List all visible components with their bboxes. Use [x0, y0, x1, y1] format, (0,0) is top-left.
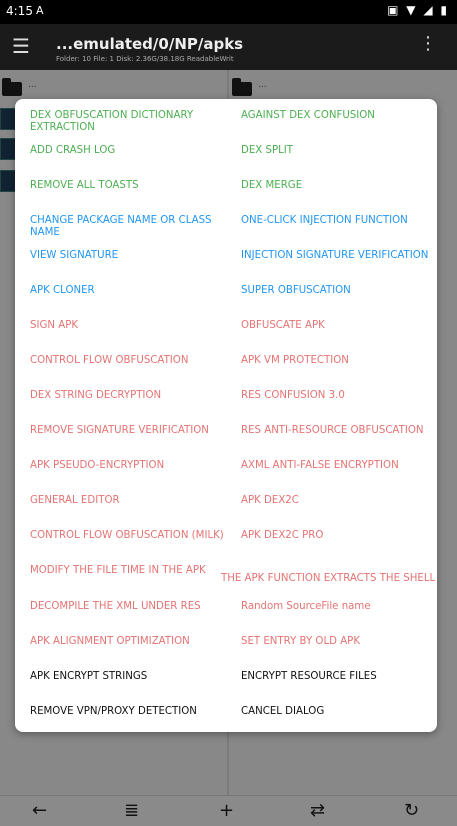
status-time: 4:15 [6, 4, 33, 18]
menu-option-left-12[interactable]: CONTROL FLOW OBFUSCATION (MILK) [30, 530, 224, 541]
menu-option-left-9[interactable]: REMOVE SIGNATURE VERIFICATION [30, 425, 209, 436]
apk-thumbnail[interactable] [0, 108, 16, 130]
menu-option-right-17[interactable]: CANCEL DIALOG [241, 706, 325, 717]
app-toolbar [0, 24, 457, 70]
path-info-subtitle: Folder: 10 File: 1 Disk: 2.36G/38.18G ReadableWrit [56, 55, 234, 63]
menu-option-left-14[interactable]: DECOMPILE THE XML UNDER RES [30, 601, 201, 612]
menu-option-right-15[interactable]: SET ENTRY BY OLD APK [241, 636, 360, 647]
folder-icon [232, 82, 252, 96]
apk-thumbnail[interactable] [0, 170, 16, 192]
menu-option-left-5[interactable]: APK CLONER [30, 285, 95, 296]
refresh-icon[interactable]: ↻ [404, 800, 420, 821]
menu-option-left-7[interactable]: CONTROL FLOW OBFUSCATION [30, 355, 189, 366]
apk-thumbnail[interactable] [0, 138, 16, 160]
menu-option-left-15[interactable]: APK ALIGNMENT OPTIMIZATION [30, 636, 190, 647]
menu-option-right-8[interactable]: RES CONFUSION 3.0 [241, 390, 345, 401]
menu-option-left-17[interactable]: REMOVE VPN/PROXY DETECTION [30, 706, 197, 717]
parent-folder-label[interactable]: ... [28, 80, 37, 90]
bottom-toolbar [0, 795, 457, 826]
notification-icon: A [36, 4, 44, 17]
menu-option-left-16[interactable]: APK ENCRYPT STRINGS [30, 671, 148, 682]
menu-option-left-3[interactable]: CHANGE PACKAGE NAME OR CLASS NAME [30, 215, 212, 238]
back-arrow-icon[interactable]: ← [32, 800, 48, 821]
menu-option-left-2[interactable]: REMOVE ALL TOASTS [30, 180, 139, 191]
hamburger-menu-icon[interactable]: ☰ [12, 34, 30, 58]
parent-folder-label[interactable]: ... [258, 80, 267, 90]
menu-option-right-6[interactable]: OBFUSCATE APK [241, 320, 325, 331]
folder-icon [2, 82, 22, 96]
menu-option-left-8[interactable]: DEX STRING DECRYPTION [30, 390, 162, 401]
menu-option-left-4[interactable]: VIEW SIGNATURE [30, 250, 119, 261]
menu-option-right-5[interactable]: SUPER OBFUSCATION [241, 285, 351, 296]
current-path-title: ...emulated/0/NP/apks [56, 35, 244, 53]
menu-option-left-10[interactable]: APK PSEUDO-ENCRYPTION [30, 460, 165, 471]
menu-option-right-1[interactable]: DEX SPLIT [241, 145, 294, 156]
menu-option-left-11[interactable]: GENERAL EDITOR [30, 495, 120, 506]
add-icon[interactable]: + [219, 800, 235, 821]
menu-option-right-9[interactable]: RES ANTI-RESOURCE OBFUSCATION [241, 425, 424, 436]
menu-option-right-2[interactable]: DEX MERGE [241, 180, 303, 191]
swap-panes-icon[interactable]: ⇄ [310, 800, 326, 821]
menu-option-left-13[interactable]: MODIFY THE FILE TIME IN THE APK [30, 565, 206, 576]
menu-option-right-4[interactable]: INJECTION SIGNATURE VERIFICATION [241, 250, 429, 261]
menu-option-right-16[interactable]: ENCRYPT RESOURCE FILES [241, 671, 377, 682]
menu-option-right-13[interactable]: THE APK FUNCTION EXTRACTS THE SHELL [221, 573, 436, 584]
menu-option-right-12[interactable]: APK DEX2C PRO [241, 530, 324, 541]
menu-option-left-0[interactable]: DEX OBFUSCATION DICTIONARY EXTRACTION [30, 110, 194, 133]
menu-option-right-0[interactable]: AGAINST DEX CONFUSION [241, 110, 375, 121]
list-view-icon[interactable]: ≣ [124, 800, 140, 821]
menu-option-right-3[interactable]: ONE-CLICK INJECTION FUNCTION [241, 215, 408, 226]
menu-option-left-6[interactable]: SIGN APK [30, 320, 79, 331]
system-status-icons: ▣ ▼ ◢ ▮ [387, 3, 449, 17]
menu-option-right-11[interactable]: APK DEX2C [241, 495, 299, 506]
menu-option-right-7[interactable]: APK VM PROTECTION [241, 355, 349, 366]
apk-tools-dialog [15, 99, 437, 732]
status-bar [0, 0, 457, 24]
menu-option-right-14[interactable]: Random SourceFile name [241, 601, 371, 612]
more-options-icon[interactable]: ⋮ [419, 33, 437, 54]
menu-option-left-1[interactable]: ADD CRASH LOG [30, 145, 116, 156]
menu-option-right-10[interactable]: AXML ANTI-FALSE ENCRYPTION [241, 460, 399, 471]
